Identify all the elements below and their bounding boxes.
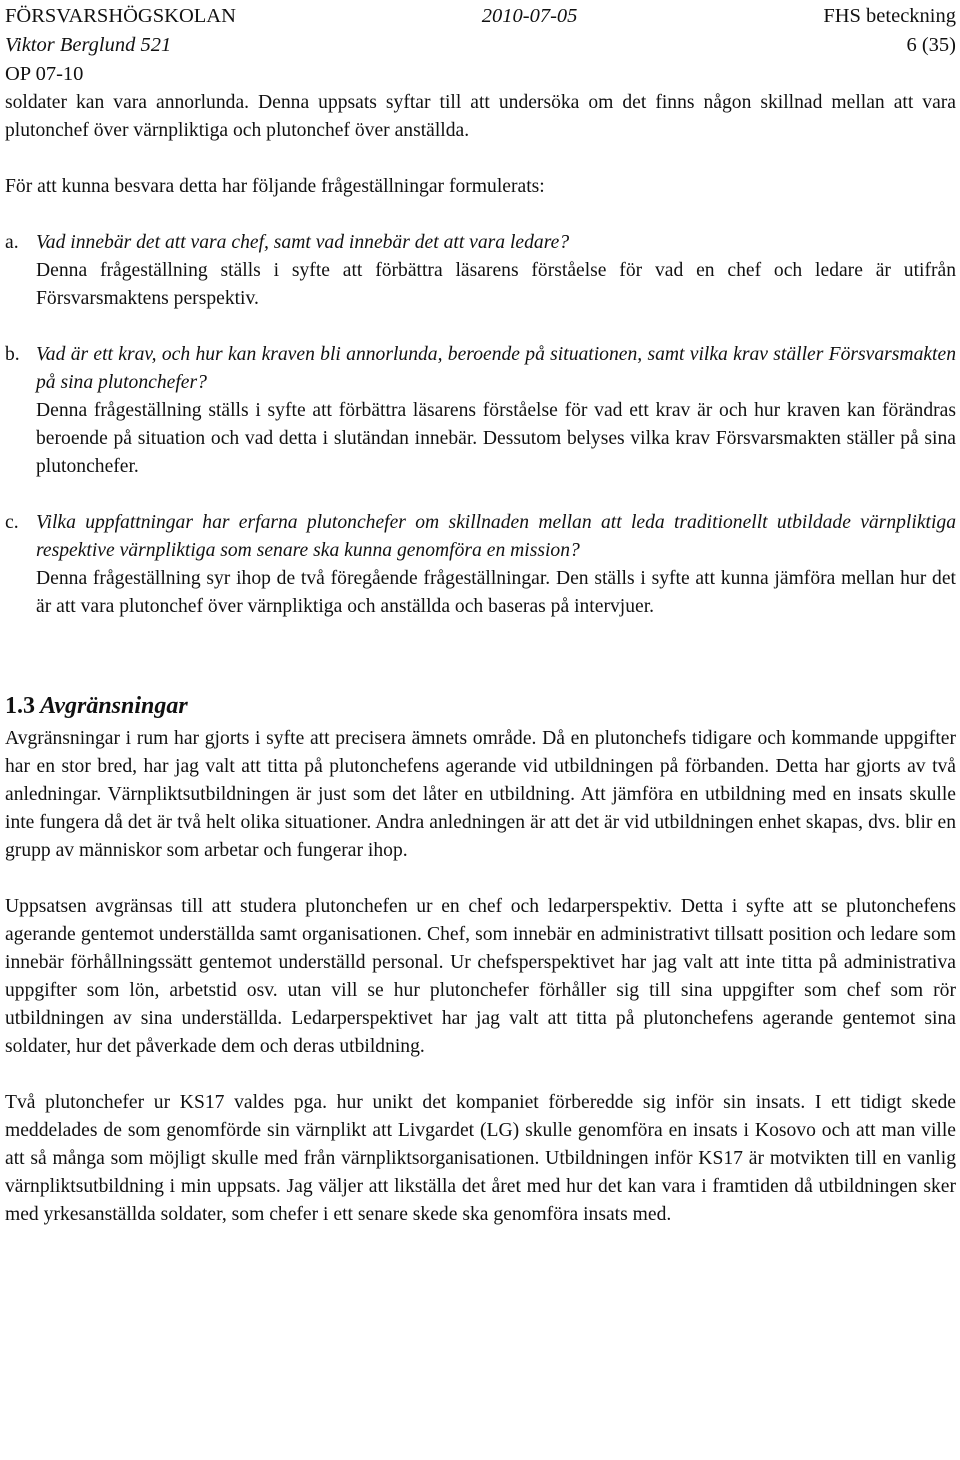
header-row-2 bbox=[5, 31, 956, 60]
question-explanation: Denna frågeställning ställs i syfte att förbättra läsarens förståelse för vad ett krav är och hur kraven kan förändras beroende på situation och vad detta i slutändan innebär. Dessutom belyses vilka krav Försvarsmakten ställer på sina plutonchefer. bbox=[36, 400, 956, 477]
document-page bbox=[5, 2, 956, 1229]
question-marker: b. bbox=[5, 344, 20, 365]
question-marker: a. bbox=[5, 232, 19, 253]
section-number: 1.3 bbox=[5, 693, 35, 719]
question-explanation: Denna frågeställning ställs i syfte att förbättra läsarens förståelse för vad en chef och ledare är utifrån Försvarsmaktens perspektiv. bbox=[36, 260, 956, 309]
header-doc-label: FHS beteckning bbox=[823, 5, 956, 27]
question-text: Vilka uppfattningar har erfarna plutonchefer om skillnaden mellan att leda traditionellt utbildade värnpliktiga respektive värnpliktiga som senare ska kunna genomföra en mission? bbox=[36, 512, 956, 561]
question-item-b bbox=[5, 341, 956, 481]
header-institution: FÖRSVARSHÖGSKOLAN bbox=[5, 5, 236, 27]
questions-intro: För att kunna besvara detta har följande frågeställningar formulerats: bbox=[5, 176, 545, 197]
question-item-a bbox=[5, 229, 956, 313]
section-paragraph-2: Uppsatsen avgränsas till att studera plutonchefen ur en chef och ledarperspektiv. Detta i syfte att se plutonchefens agerande gentemot underställda samt organisationen. Chef, som innebär en administrativt tillsatt position och ledare som innebär förhållningssätt gentemot underställd personal. Ur chefsperspektivet har jag valt att inte titta på administrativa uppgifter som lön, arbetstid osv. utan vill se hur plutonchefer förhåller sig till sina uppgifter som chef som rör utbildningen av sina underställda. Ledarperspektivet har jag valt att titta på plutonchefens agerande gentemot sina soldater, hur det påverkade dem och deras utbildning. bbox=[5, 896, 956, 1057]
header-page-number: 6 (35) bbox=[906, 34, 956, 56]
header-row-1 bbox=[5, 2, 956, 31]
question-text: Vad är ett krav, och hur kan kraven bli annorlunda, beroende på situationen, samt vilka krav ställer Försvarsmakten på sina plutonchefer? bbox=[36, 344, 956, 393]
section-heading bbox=[5, 691, 956, 721]
section-paragraph-1: Avgränsningar i rum har gjorts i syfte att precisera ämnets område. Då en plutonchefs tidigare och kommande uppgifter har en stor bred, har jag valt att titta på plutonchefens agerande vid utbildningen på förbanden. Detta har gjorts av två anledningar. Värnpliktsutbildningen är just som det låter en utbildning. Att jämföra en utbildning med en insats skulle inte fungera då det är två helt olika situationer. Andra anledningen är att det är vid utbildningen enhet skapas, dvs. blir en grupp av människor som arbetar och fungerar ihop. bbox=[5, 728, 956, 861]
intro-continuation: soldater kan vara annorlunda. Denna uppsats syftar till att undersöka om det finns någon skillnad mellan att vara plutonchef över värnpliktiga och plutonchef över anställda. bbox=[5, 92, 956, 141]
section-paragraph-3: Två plutonchefer ur KS17 valdes pga. hur unikt det kompaniet förberedde sig inför sin insats. I ett tidigt skede meddelades de som genomförde sin värnplikt att Livgardet (LG) skulle genomföra en insats i Kosovo och att man ville att så många som möjligt skulle med från värnpliktsorganisationen. Utbildningen inför KS17 är motvikten till en vanlig värnpliktsutbildning i min uppsats. Jag väljer att likställa det året med hur det kan vara i framtiden då utbildningen sker med yrkesanställda soldater, som chefer i ett senare skede ska genomföra insats med. bbox=[5, 1092, 956, 1225]
question-item-c bbox=[5, 509, 956, 621]
question-marker: c. bbox=[5, 512, 19, 533]
header-date: 2010-07-05 bbox=[481, 5, 578, 27]
header-row-3 bbox=[5, 60, 956, 89]
header-course: OP 07-10 bbox=[5, 63, 84, 85]
section-title: Avgränsningar bbox=[40, 693, 188, 719]
header-author: Viktor Berglund 521 bbox=[5, 34, 172, 56]
question-text: Vad innebär det att vara chef, samt vad innebär det att vara ledare? bbox=[36, 232, 570, 253]
question-explanation: Denna frågeställning syr ihop de två föregående frågeställningar. Den ställs i syfte att kunna jämföra mellan hur det är att vara plutonchef över värnpliktiga och anställda och baseras på intervjuer. bbox=[36, 568, 956, 617]
